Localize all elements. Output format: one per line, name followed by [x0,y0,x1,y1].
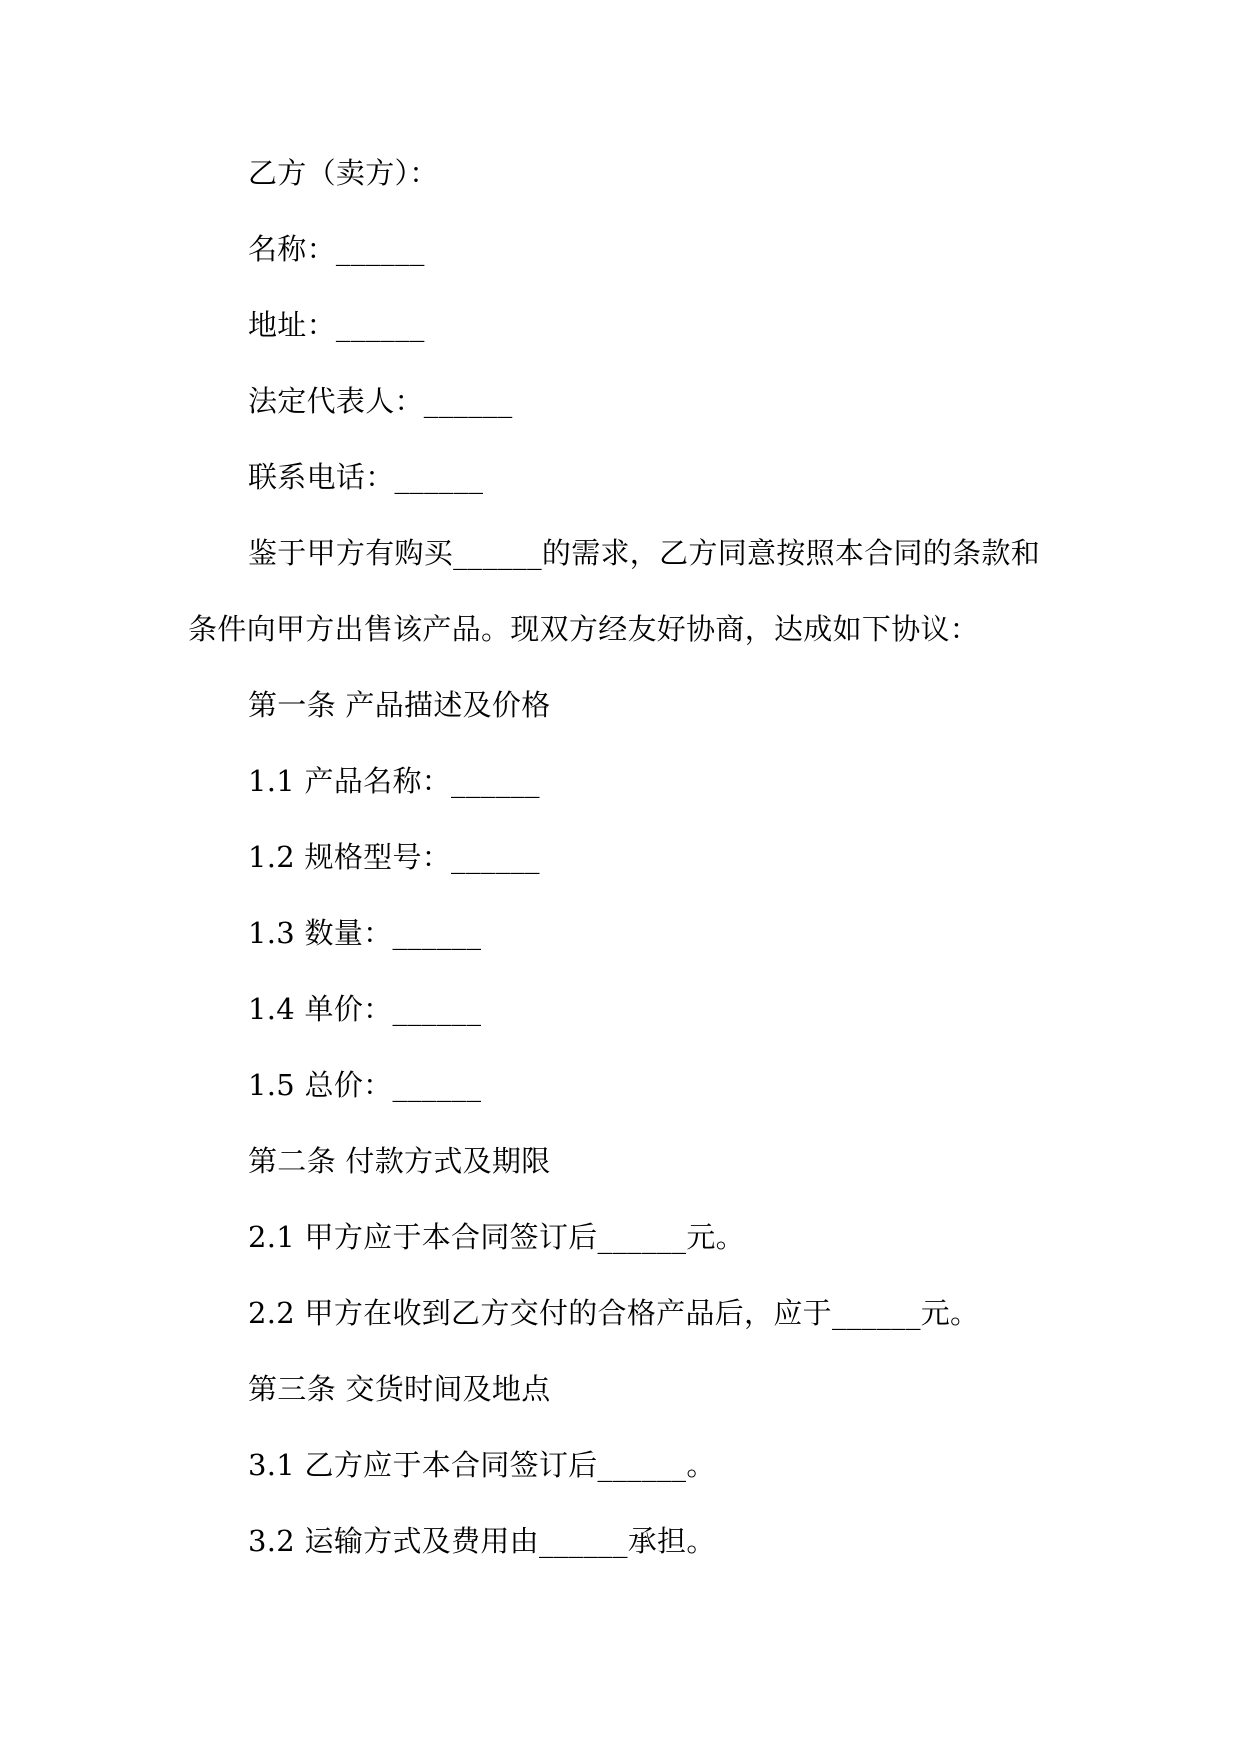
article-2-item: 2.1 甲方应于本合同签订后______元。 [248,1220,745,1254]
article-2-title: 第二条 付款方式及期限 [248,1144,551,1178]
party-b-address-field: 地址：______ [248,308,425,342]
article-3-title: 第三条 交货时间及地点 [248,1372,551,1406]
article-1-item: 1.5 总价：______ [248,1068,482,1102]
preamble-line-2: 条件向甲方出售该产品。现双方经友好协商，达成如下协议： [188,612,980,646]
preamble-line-1: 鉴于甲方有购买______的需求，乙方同意按照本合同的条款和 [248,536,1041,570]
article-1-item: 1.3 数量：______ [248,916,482,950]
article-1-item: 1.4 单价：______ [248,992,482,1026]
article-1-item: 1.1 产品名称：______ [248,764,540,798]
article-3-item: 3.2 运输方式及费用由______承担。 [248,1524,716,1558]
party-b-name-field: 名称：______ [248,232,425,266]
article-2-item: 2.2 甲方在收到乙方交付的合格产品后，应于______元。 [248,1296,980,1330]
party-b-legal-rep-field: 法定代表人：______ [248,384,513,418]
party-b-heading: 乙方（卖方）： [248,156,439,190]
article-3-item: 3.1 乙方应于本合同签订后______。 [248,1448,716,1482]
article-1-item: 1.2 规格型号：______ [248,840,540,874]
article-1-title: 第一条 产品描述及价格 [248,688,551,722]
party-b-phone-field: 联系电话：______ [248,460,484,494]
